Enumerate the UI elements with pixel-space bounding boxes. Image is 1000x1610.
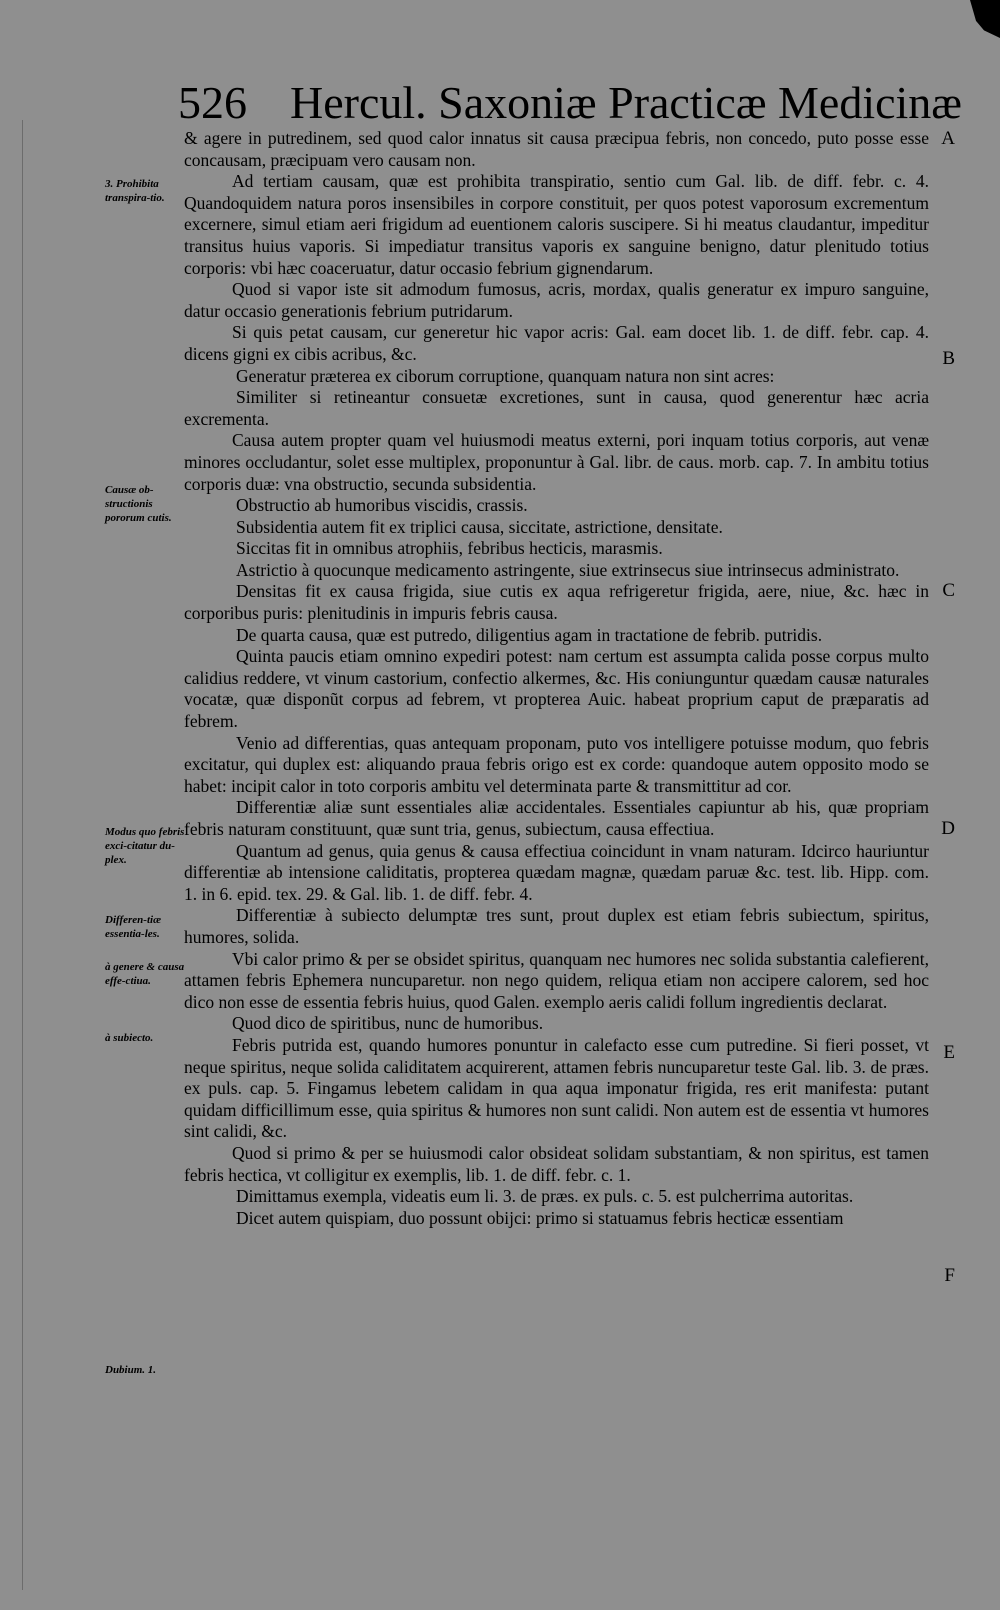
paragraph: Densitas fit ex causa frigida, siue cutis ex aqua refrigeretur frigida, aere, niue, &c. hæc in corporibus puris: plenitudinis in impuris febris causa. — [184, 581, 929, 624]
paragraph: Venio ad differentias, quas antequam proponam, puto vos intelligere potuisse modum, quo febris excitatur, qui duplex est: aliquando praua febris origo est ex corde: quandoque autem opposito modo se habet: incipit calor in toto corporis ambitu vel determinata parte & transmittitur ad cor. — [184, 732, 929, 796]
paragraph: Subsidentia autem fit ex triplici causa, siccitate, astrictione, densitate. — [236, 516, 723, 537]
page-header — [178, 77, 962, 128]
section-mark: C — [942, 580, 955, 601]
paragraph: Quod dico de spiritibus, nunc de humoribus. — [232, 1013, 544, 1034]
running-title: Hercul. Saxoniæ Practicæ Medicinæ — [290, 77, 962, 128]
paragraph: Dicet autem quispiam, duo possunt obijci: primo si statuamus febris hecticæ essentiam — [236, 1207, 844, 1228]
paragraph: Febris putrida est, quando humores ponuntur in calefacto esse cum putredine. Si fieri posset, vt neque spiritus, neque solida caliditatem acquirerent, attamen febris nuncuparetur teste Gal. lib. 3. de præs. ex puls. cap. 5. Fingamus lebetem calidam in qua aqua imponatur frigida, res erit manifesta: putant quidam difficillimum esse, quia spiritus & humores non sunt calidi. Non autem est de essentia vt humores sint calidi, &c. — [184, 1034, 929, 1142]
paragraph: Astrictio à quocunque medicamento astringente, siue extrinsecus siue intrinsecus administrato. — [236, 559, 900, 580]
margin-note: Causæ ob-structionis pororum cutis. — [105, 484, 172, 524]
paragraph: Similiter si retineantur consuetæ excretiones, sunt in causa, quod generentur hæc acria excrementa. — [184, 387, 929, 429]
paragraph: Generatur præterea ex ciborum corruptione, quanquam natura non sint acres: — [236, 365, 775, 386]
margin-note: à genere & causa effe-ctiua. — [105, 961, 185, 987]
paragraph: Quod si primo & per se huiusmodi calor obsideat solidam substantiam, & non spiritus, est tamen febris hectica, vt colligitur ex exemplis, lib. 1. de diff. febr. c. 1. — [184, 1142, 929, 1185]
section-mark: B — [942, 348, 955, 369]
margin-note: 3. Prohibita transpira-tio. — [105, 178, 165, 204]
paragraph: Causa autem propter quam vel huiusmodi meatus externi, pori inquam totius corporis, aut venæ minores occludantur, solet esse multiplex, proponuntur à Gal. libr. de caus. morb. cap. 7. In ambitu totius corporis duæ: vna obstructio, secunda subsidentia. — [184, 430, 929, 494]
paragraph: Differentiæ à subiecto delumptæ tres sunt, prout duplex est etiam febris subiectum, spiritus, humores, solida. — [184, 905, 929, 947]
paragraph: Vbi calor primo & per se obsidet spiritus, quanquam nec humores nec solida substantia calefierent, attamen febris Ephemera nuncuparetur. non nego quidem, reliqua etiam non accipere calorem, sed hoc dico non esse de essentia febris huius, quod Galen. exemplo aeris calidi follum ingredientis declarat. — [184, 948, 929, 1012]
paragraph: Obstructio ab humoribus viscidis, crassis. — [236, 495, 528, 516]
section-mark: D — [941, 818, 955, 839]
margin-note: à subiecto. — [105, 1032, 154, 1044]
body-text — [184, 128, 929, 1229]
paragraph: De quarta causa, quæ est putredo, diligentius agam in tractatione de febrib. putridis. — [236, 624, 823, 645]
margin-note: Dubium. 1. — [105, 1364, 157, 1376]
paragraph: Quinta paucis etiam omnino expediri potest: nam certum est assumpta calida posse corpus multo calidius reddere, vt vinum castorium, confectio alkermes, &c. His coniunguntur quædam causæ naturales vocatæ, quæ disponũt corpus ad febrem, vt propterea Auic. habeat proprium caput de præparatis ad febrem. — [184, 646, 929, 732]
margin-note: Differen-tiæ essentia-les. — [105, 914, 162, 940]
page-number: 526 — [178, 77, 247, 128]
page-corner-damage — [960, 0, 1000, 38]
paragraph: Siccitas fit in omnibus atrophiis, febribus hecticis, marasmis. — [236, 538, 663, 559]
paragraph: Ad tertiam causam, quæ est prohibita transpiratio, sentio cum Gal. lib. de diff. febr. c. 4. Quandoquidem natura poros insensibiles in corpore constituit, per quos potest vaporosum excrementum excernere, simul etiam aeri frigidum ad euentionem caloris suscipere. Si hi meatus claudantur, impeditur transitus huius vaporis. Si impediatur transitus vaporis ex sanguine benigno, datur plenitudo totius corporis: vbi hæc coaceruatur, datur occasio febrium gignendarum. — [184, 171, 929, 278]
paragraph: Differentiæ aliæ sunt essentiales aliæ accidentales. Essentiales capiuntur ab his, quæ propriam febris naturam constituunt, quæ sunt tria, genus, subiectum, causa effectiua. — [184, 797, 929, 839]
paragraph: Quod si vapor iste sit admodum fumosus, acris, mordax, qualis generatur ex impuro sanguine, datur occasio generationis febrium putridarum. — [184, 279, 929, 321]
section-mark: E — [943, 1042, 955, 1063]
paragraph: & agere in putredinem, sed quod calor innatus sit causa præcipua febris, non concedo, puto posse esse concausam, præcipuam vero causam non. — [184, 128, 929, 170]
margin-note: Modus quo febris exci-citatur du-plex. — [105, 826, 185, 866]
section-mark: F — [944, 1265, 955, 1286]
section-mark: A — [941, 128, 955, 149]
gutter-line — [22, 120, 23, 1590]
paragraph: Quantum ad genus, quia genus & causa effectiua coincidunt in vnam naturam. Idcirco hauriuntur differentiæ ab intensione caliditatis, propterea quædam magnæ, quædam paruæ &c. test. lib. Hipp. com. 1. in 6. epid. tex. 29. & Gal. lib. 1. de diff. febr. 4. — [184, 840, 929, 904]
paragraph: Si quis petat causam, cur generetur hic vapor acris: Gal. eam docet lib. 1. de diff. febr. cap. 4. dicens gigni ex cibis acribus, &c. — [184, 322, 929, 364]
paragraph: Dimittamus exempla, videatis eum li. 3. de præs. ex puls. c. 5. est pulcherrima autoritas. — [236, 1186, 854, 1207]
